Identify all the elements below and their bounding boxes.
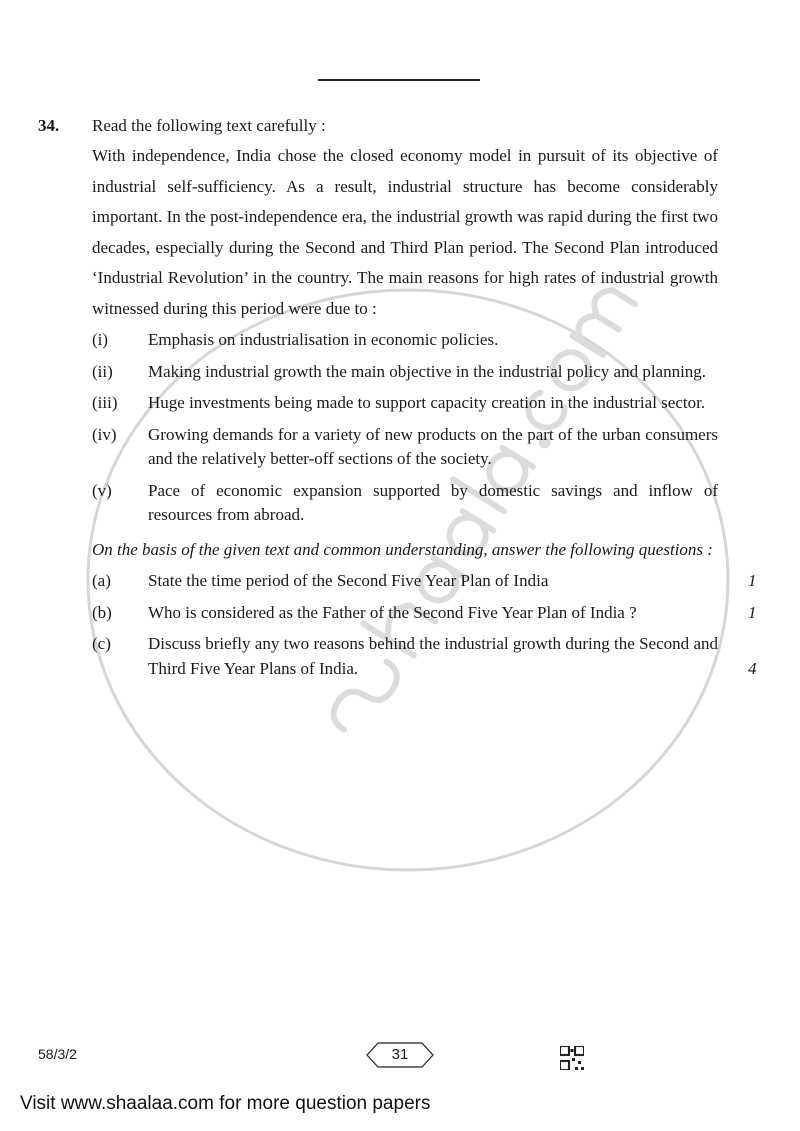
reason-text: Growing demands for a variety of new products on the part of the urban consumers and the relatively better-off sections of the society. [148,424,718,468]
reason-text: Emphasis on industrialisation in economic policies. [148,330,499,349]
qr-code-icon [560,1046,584,1070]
reason-item [92,328,718,353]
reason-label: (iii) [92,393,118,412]
page-number-badge [366,1042,434,1068]
page-number: 31 [391,1046,409,1063]
visit-link-text: Visit www.shaalaa.com for more question papers [20,1093,431,1114]
subquestion-label: (a) [92,571,111,590]
subquestion-text: Discuss briefly any two reasons behind the industrial growth during the Second and Third Five Year Plans of India. [148,634,718,678]
reason-item [92,391,718,416]
paper-code: 58/3/2 [38,1046,77,1062]
subquestion-label: (b) [92,602,112,622]
subquestion-text: Who is considered as the Father of the Second Five Year Plan of India ? [148,602,637,622]
reason-text: Huge investments being made to support capacity creation in the industrial sector. [148,393,706,412]
reason-label: (iv) [92,424,117,444]
marks: 4 [748,658,757,678]
reason-item [92,360,718,385]
marks: 1 [748,602,757,622]
subquestion-label: (c) [92,634,111,653]
question-number: 34. [38,116,60,135]
subquestion-a [92,569,800,601]
reason-label: (v) [92,480,112,500]
instruction: On the basis of the given text and common understanding, answer the following questions : [92,539,713,559]
subquestion-c [92,632,800,688]
reason-label: (ii) [92,361,113,381]
question-block [38,114,760,688]
reason-text: Making industrial growth the main objective in the industrial policy and planning. [148,361,707,381]
marks: 1 [748,571,757,590]
reason-text: Pace of economic expansion supported by domestic savings and inflow of resources from abroad. [148,480,718,524]
reason-label: (i) [92,330,109,349]
question-intro: Read the following text carefully : [92,116,326,135]
top-divider [318,79,480,81]
subquestion-text: State the time period of the Second Five Year Plan of India [148,571,549,590]
reason-item [92,423,718,472]
reason-item [92,479,718,528]
passage: With independence, India chose the closed economy model in pursuit of its objective of industrial self-sufficiency. As a result, industrial structure has become considerably important. In the post-independence era, the industrial growth was rapid during the first two decades, especially during the Second and Third Plan period. The Second Plan introduced ‘Industrial Revolution’ in the country. The main reasons for high rates of industrial growth witnessed during this period were due to : [92,146,718,318]
subquestion-b [92,601,800,633]
